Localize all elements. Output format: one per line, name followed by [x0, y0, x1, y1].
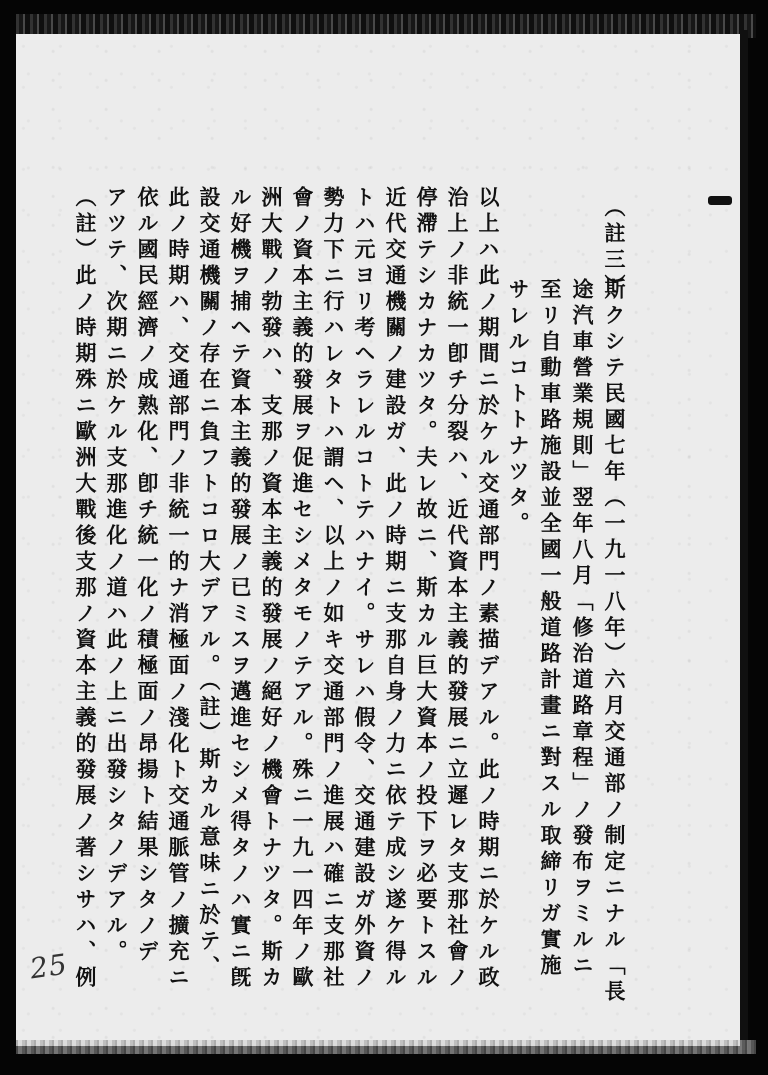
text-column: 洲大戰ノ勃發ハ、支那ノ資本主義的發展ノ絕好ノ機會トナツタ。斯カ: [259, 186, 284, 992]
page-number: 25: [27, 947, 70, 986]
text-column: 會ノ資本主義的發展ヲ促進セシメタモノテアル。殊ニ一九一四年ノ歐: [290, 186, 315, 992]
text-column: 停滯テシカナカツタ。夫レ故ニ、斯カル巨大資本ノ投下ヲ必要トスル: [414, 186, 439, 992]
text-column: 此ノ時期ハ、交通部門ノ非統一的ナ消極面ノ淺化ト交通脈管ノ擴充ニ: [166, 186, 191, 992]
text-column: 至リ自動車路施設並全國一般道路計畫ニ對スル取締リガ實施: [538, 278, 563, 980]
margin-dash-mark: [708, 196, 732, 205]
note-heading: （註三）: [602, 196, 627, 300]
text-column: 依ル國民經濟ノ成熟化、卽チ統一化ノ積極面ノ昂揚ト結果シタノデ: [135, 186, 160, 966]
text-column: 斯クシテ民國七年（一九一八年）六月交通部ノ制定ニナル「長: [602, 278, 627, 1006]
text-column: 勢力下ニ行ハレタトハ謂ヘ、以上ノ如キ交通部門ノ進展ハ確ニ支那社: [321, 186, 346, 992]
text-column: ル好機ヲ捕ヘテ資本主義的發展ノ已ミスヲ邁進セシメ得タノハ實ニ旣: [228, 186, 253, 992]
text-column: 設交通機關ノ存在ニ負フトコロ大デアル。（註）斯カル意味ニ於テ、: [197, 186, 222, 982]
text-column: 以上ハ此ノ期間ニ於ケル交通部門ノ素描デアル。此ノ時期ニ於ケル政: [476, 186, 501, 992]
scan-right-edge: [740, 30, 748, 1050]
text-column: アツテ、次期ニ於ケル支那進化ノ道ハ此ノ上ニ出發シタノデアル。: [104, 186, 129, 966]
text-column: サレルコトトナツタ。: [506, 278, 531, 538]
scan-bottom-edge: [16, 1040, 756, 1054]
text-column: 近代交通機關ノ建設ガ、此ノ時期ニ支那自身ノ力ニ依テ成シ遂ケ得ル: [383, 186, 408, 992]
text-column: 治上ノ非統一卽チ分裂ハ、近代資本主義的發展ニ立遲レタ支那社會ノ: [445, 186, 470, 992]
text-column: 途汽車營業規則」翌年八月「修治道路章程」ノ發布ヲミルニ: [570, 278, 595, 980]
footnote-column: （註）此ノ時期殊ニ歐洲大戰後支那ノ資本主義的發展ノ著シサハ、例: [73, 186, 98, 992]
text-column: トハ元ヨリ考ヘラレルコトテハナイ。サレハ假令、交通建設ガ外資ノ: [352, 186, 377, 992]
